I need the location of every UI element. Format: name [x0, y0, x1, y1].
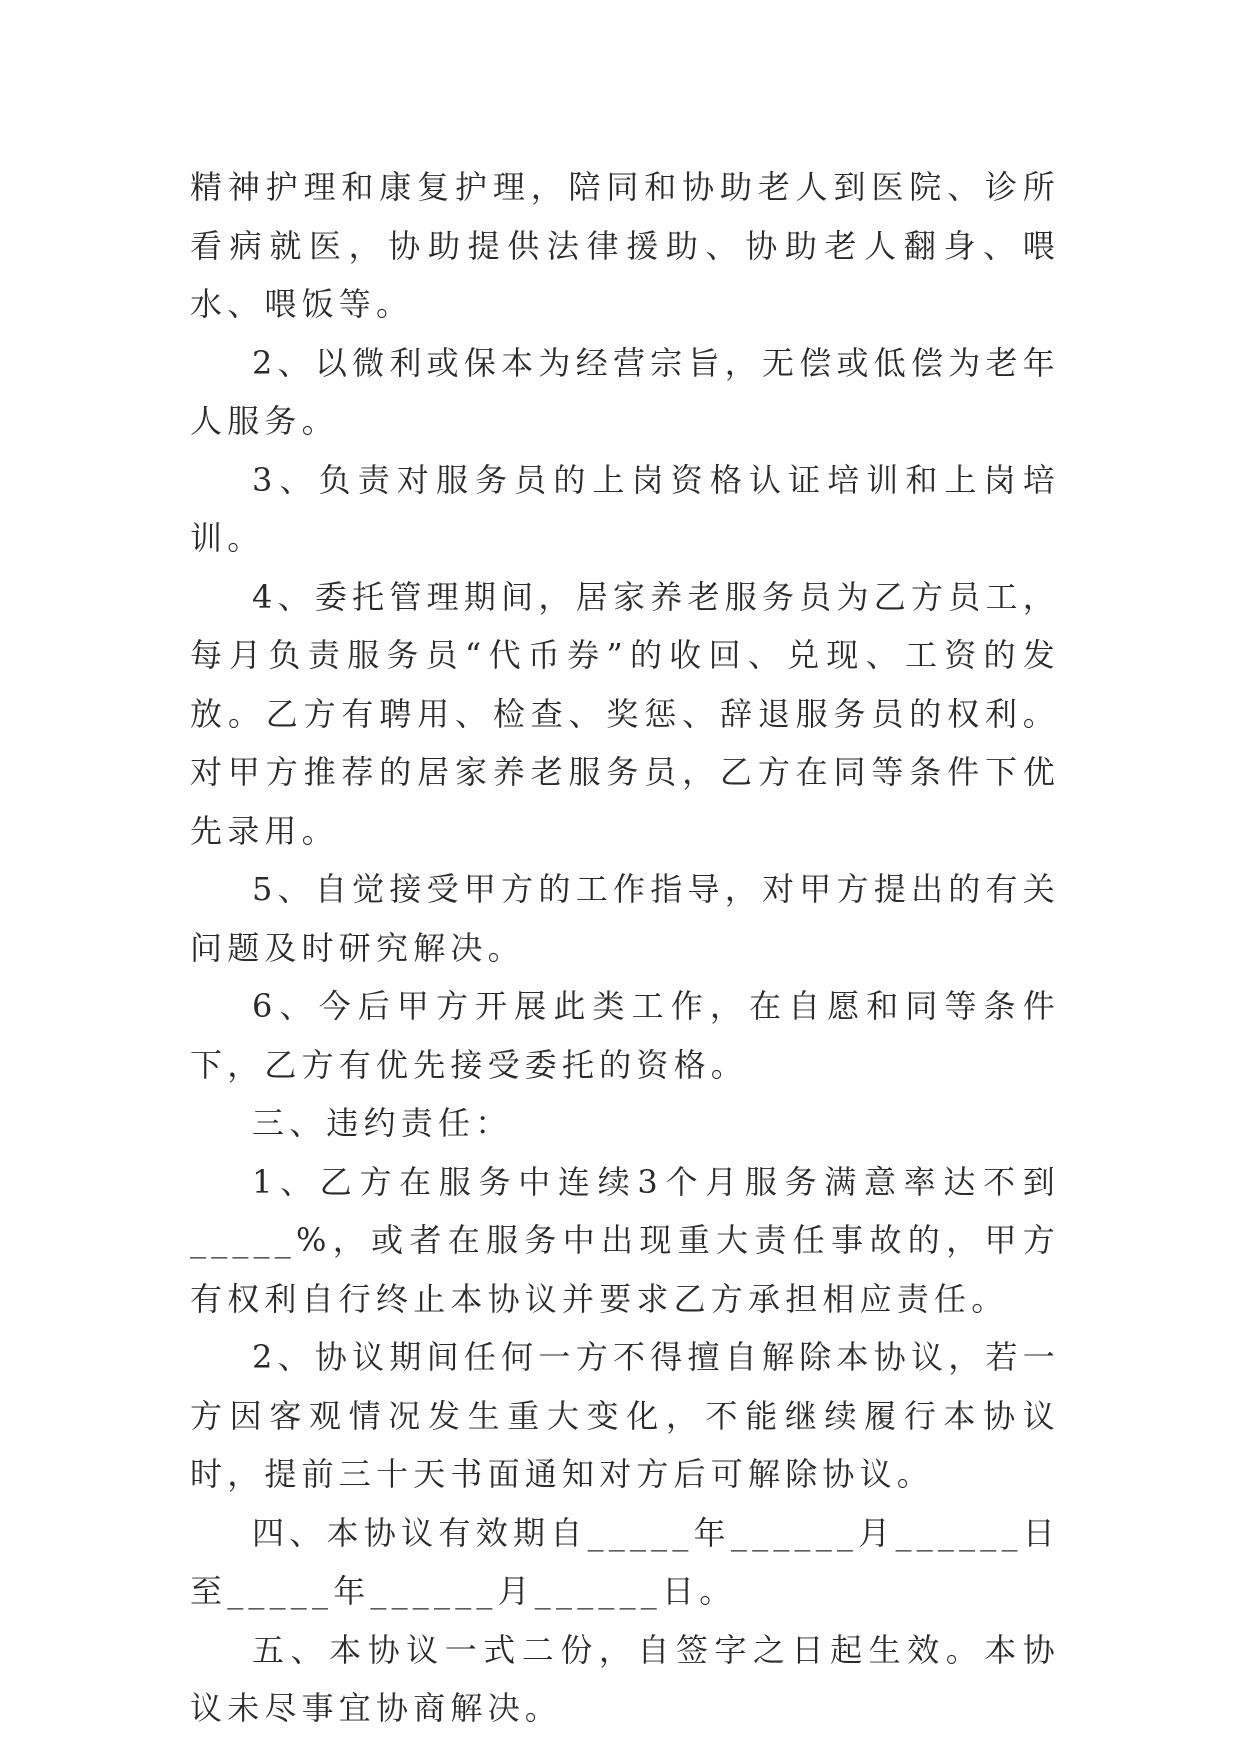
paragraph-item-3: 3、负责对服务员的上岗资格认证培训和上岗培训。 — [190, 460, 1060, 557]
paragraph-care-services: 精神护理和康复护理，陪同和协助老人到医院、诊所看病就医，协助提供法律援助、协助老人翻身、喂水、喂饭等。 — [190, 168, 1060, 323]
paragraph-breach-2: 2、协议期间任何一方不得擅自解除本协议，若一方因客观情况发生重大变化，不能继续履行本协议时，提前三十天书面通知对方后可解除协议。 — [190, 1338, 1060, 1493]
paragraph-copies-effective: 五、本协议一式二份，自签字之日起生效。本协议未尽事宜协商解决。 — [190, 1630, 1060, 1727]
paragraph-item-6: 6、今后甲方开展此类工作，在自愿和同等条件下，乙方有优先接受委托的资格。 — [190, 987, 1060, 1084]
section-heading-breach: 三、违约责任： — [252, 1104, 513, 1142]
paragraph-validity-period: 四、本协议有效期自_____年______月______日至_____年______月______日。 — [190, 1513, 1060, 1610]
paragraph-item-4: 4、委托管理期间，居家养老服务员为乙方员工，每月负责服务员“代币券”的收回、兑现、工资的发放。乙方有聘用、检查、奖惩、辞退服务员的权利。对甲方推荐的居家养老服务员，乙方在同等条件下优先录用。 — [190, 577, 1060, 850]
document-body — [190, 158, 1060, 1738]
paragraph-item-2: 2、以微利或保本为经营宗旨，无偿或低偿为老年人服务。 — [190, 343, 1060, 440]
paragraph-breach-1: 1、乙方在服务中连续3个月服务满意率达不到_____%，或者在服务中出现重大责任事故的，甲方有权利自行终止本协议并要求乙方承担相应责任。 — [190, 1162, 1060, 1318]
paragraph-item-5: 5、自觉接受甲方的工作指导，对甲方提出的有关问题及时研究解决。 — [190, 870, 1060, 967]
